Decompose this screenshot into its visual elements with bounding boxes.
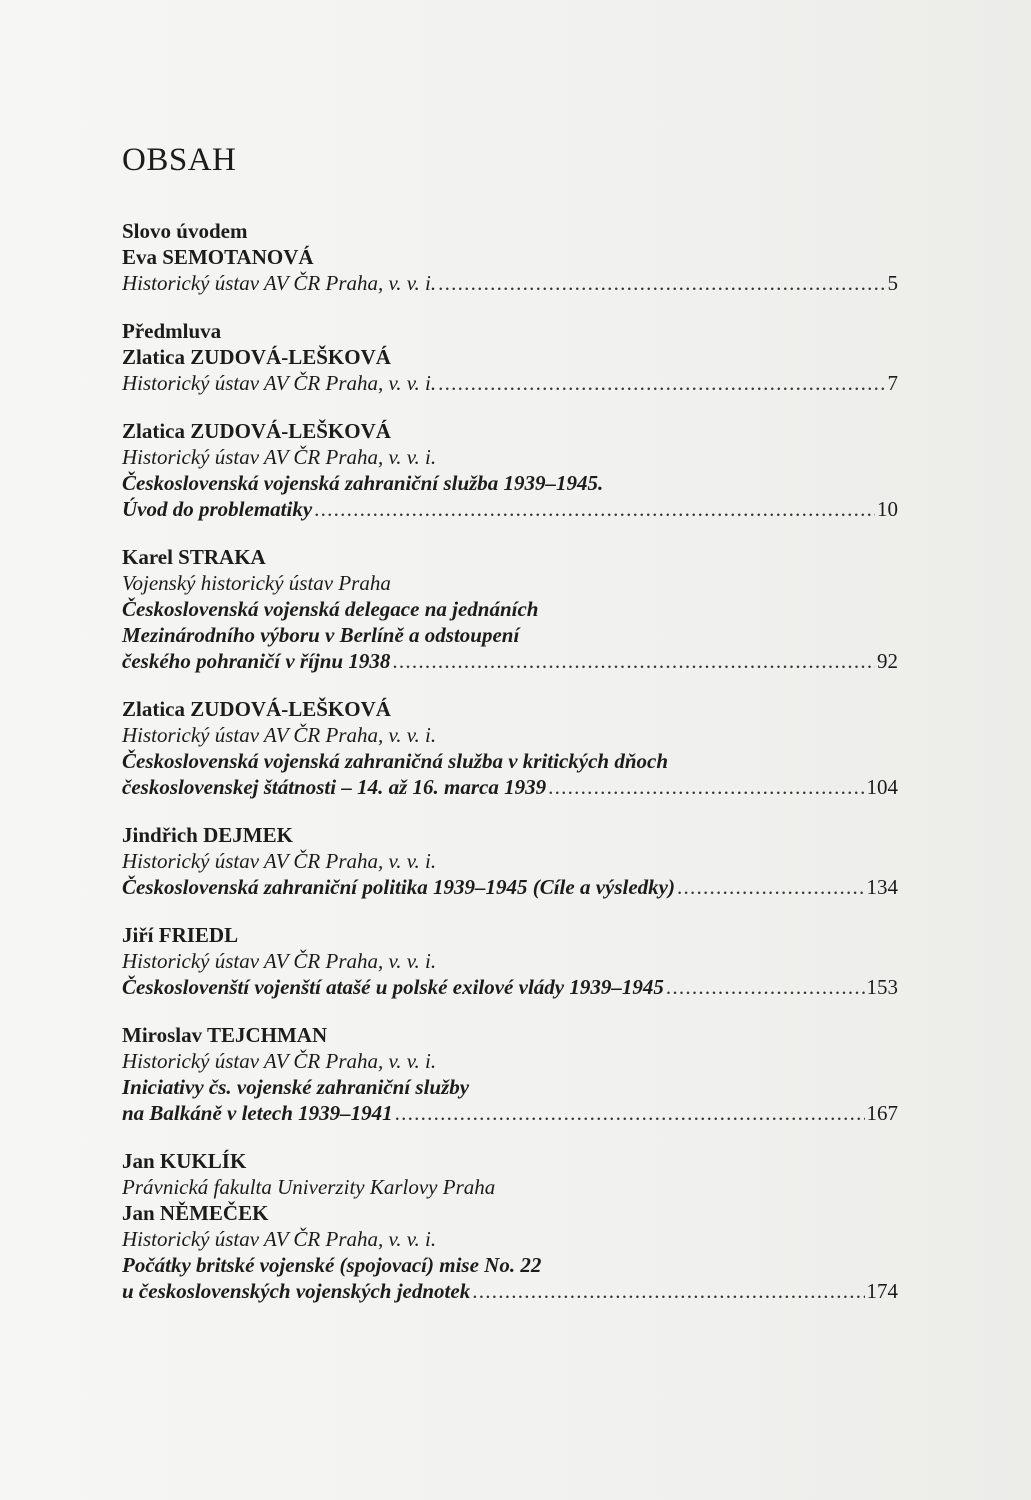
page-number: 5 xyxy=(887,271,898,295)
dot-leader xyxy=(666,974,865,1000)
dot-leader xyxy=(548,774,864,800)
toc-entry xyxy=(122,922,898,1000)
toc-entry xyxy=(122,696,898,800)
chapter-title: Úvod do problematiky xyxy=(122,497,313,521)
chapter-title: Československá vojenská delegace na jednáních xyxy=(122,597,539,621)
author-name: Jan NĚMEČEK xyxy=(122,1201,269,1225)
toc-heading: OBSAH xyxy=(122,142,237,178)
page-number: 10 xyxy=(877,497,898,521)
chapter-title: českého pohraničí v říjnu 1938 xyxy=(122,649,391,673)
chapter-title: Českoslovenští vojenští atašé u polské exilové vlády 1939–1945 xyxy=(122,975,664,999)
chapter-title: Počátky britské vojenské (spojovací) mise No. 22 xyxy=(122,1253,542,1277)
table-of-contents xyxy=(122,140,898,1326)
toc-line-with-page xyxy=(122,270,898,296)
page-number: 104 xyxy=(866,775,898,799)
page-number: 174 xyxy=(866,1279,898,1303)
affiliation: Vojenský historický ústav Praha xyxy=(122,571,391,595)
chapter-title: u československých vojenských jednotek xyxy=(122,1279,471,1303)
affiliation: Právnická fakulta Univerzity Karlovy Praha xyxy=(122,1175,496,1199)
dot-leader xyxy=(392,648,875,674)
toc-line-with-page xyxy=(122,874,898,900)
author-name: Miroslav TEJCHMAN xyxy=(122,1023,328,1047)
author-name: Slovo úvodem xyxy=(122,219,248,243)
affiliation: Historický ústav AV ČR Praha, v. v. i. xyxy=(122,723,437,747)
page-number: 167 xyxy=(866,1101,898,1125)
dot-leader xyxy=(677,874,865,900)
toc-line-with-page xyxy=(122,1278,898,1304)
author-name: Jiří FRIEDL xyxy=(122,923,239,947)
affiliation: Historický ústav AV ČR Praha, v. v. i. xyxy=(122,371,437,395)
chapter-title: Československá vojenská zahraničná služba v kritických dňoch xyxy=(122,749,669,773)
toc-entry xyxy=(122,822,898,900)
author-name: Zlatica ZUDOVÁ-LEŠKOVÁ xyxy=(122,345,391,369)
page-number: 7 xyxy=(887,371,898,395)
dot-leader xyxy=(314,496,875,522)
toc-line-with-page xyxy=(122,648,898,674)
affiliation: Historický ústav AV ČR Praha, v. v. i. xyxy=(122,445,437,469)
author-name: Předmluva xyxy=(122,319,222,343)
affiliation: Historický ústav AV ČR Praha, v. v. i. xyxy=(122,1227,437,1251)
toc-line-with-page xyxy=(122,496,898,522)
toc-entry xyxy=(122,318,898,396)
toc-entry xyxy=(122,1022,898,1126)
chapter-title: Československá vojenská zahraniční služba 1939–1945. xyxy=(122,471,604,495)
toc-line-with-page xyxy=(122,1100,898,1126)
dot-leader xyxy=(395,1100,865,1126)
chapter-title: československej štátnosti – 14. až 16. marca 1939 xyxy=(122,775,547,799)
page-number: 153 xyxy=(866,975,898,999)
toc-entry xyxy=(122,418,898,522)
dot-leader xyxy=(438,370,885,396)
chapter-title: Československá zahraniční politika 1939–1945 (Cíle a výsledky) xyxy=(122,875,675,899)
toc-entry xyxy=(122,218,898,296)
affiliation: Historický ústav AV ČR Praha, v. v. i. xyxy=(122,1049,437,1073)
toc-entry xyxy=(122,544,898,674)
author-name: Karel STRAKA xyxy=(122,545,266,569)
dot-leader xyxy=(472,1278,864,1304)
toc-line-with-page xyxy=(122,974,898,1000)
dot-leader xyxy=(438,270,885,296)
page-number: 134 xyxy=(866,875,898,899)
author-name: Eva SEMOTANOVÁ xyxy=(122,245,314,269)
author-name: Zlatica ZUDOVÁ-LEŠKOVÁ xyxy=(122,697,391,721)
chapter-title: Iniciativy čs. vojenské zahraniční služby xyxy=(122,1075,470,1099)
author-name: Jindřich DEJMEK xyxy=(122,823,293,847)
toc-line-with-page xyxy=(122,370,898,396)
toc-line-with-page xyxy=(122,774,898,800)
author-name: Jan KUKLÍK xyxy=(122,1149,247,1173)
chapter-title: Mezinárodního výboru v Berlíně a odstoupení xyxy=(122,623,520,647)
page-number: 92 xyxy=(877,649,898,673)
toc-entries xyxy=(122,218,898,1304)
affiliation: Historický ústav AV ČR Praha, v. v. i. xyxy=(122,849,437,873)
author-name: Zlatica ZUDOVÁ-LEŠKOVÁ xyxy=(122,419,391,443)
toc-entry xyxy=(122,1148,898,1304)
chapter-title: na Balkáně v letech 1939–1941 xyxy=(122,1101,393,1125)
affiliation: Historický ústav AV ČR Praha, v. v. i. xyxy=(122,949,437,973)
affiliation: Historický ústav AV ČR Praha, v. v. i. xyxy=(122,271,437,295)
